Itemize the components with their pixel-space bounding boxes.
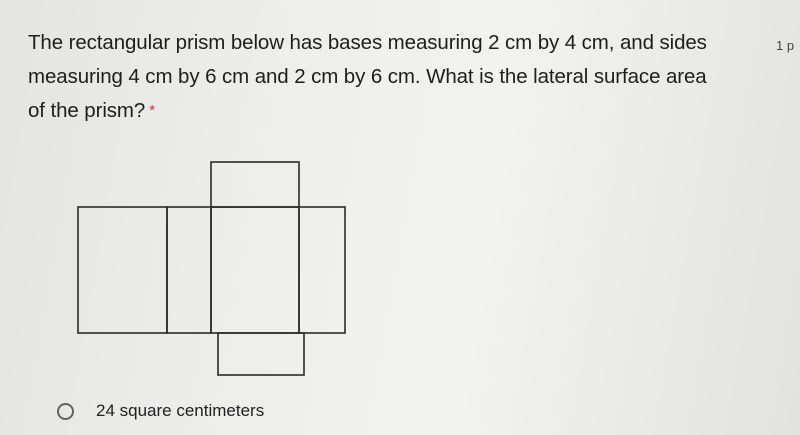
net-face-top-base — [211, 162, 299, 207]
net-face-center — [211, 207, 299, 333]
net-face-left-center — [167, 207, 211, 333]
net-face-right — [299, 207, 345, 333]
radio-button[interactable] — [57, 403, 74, 420]
question-line-2: measuring 4 cm by 6 cm and 2 cm by 6 cm. What is the lateral surface area — [28, 65, 707, 88]
net-face-bottom-base — [218, 333, 304, 375]
required-asterisk: * — [149, 102, 155, 119]
question-line-3-text: of the prism? — [28, 99, 146, 122]
points-label: 1 p — [776, 38, 795, 53]
net-face-left — [78, 207, 167, 333]
question-line-1: The rectangular prism below has bases measuring 2 cm by 4 cm, and sides — [28, 31, 707, 54]
answer-option-1[interactable] — [57, 396, 264, 426]
answer-option-label[interactable]: 24 square centimeters — [96, 401, 265, 420]
